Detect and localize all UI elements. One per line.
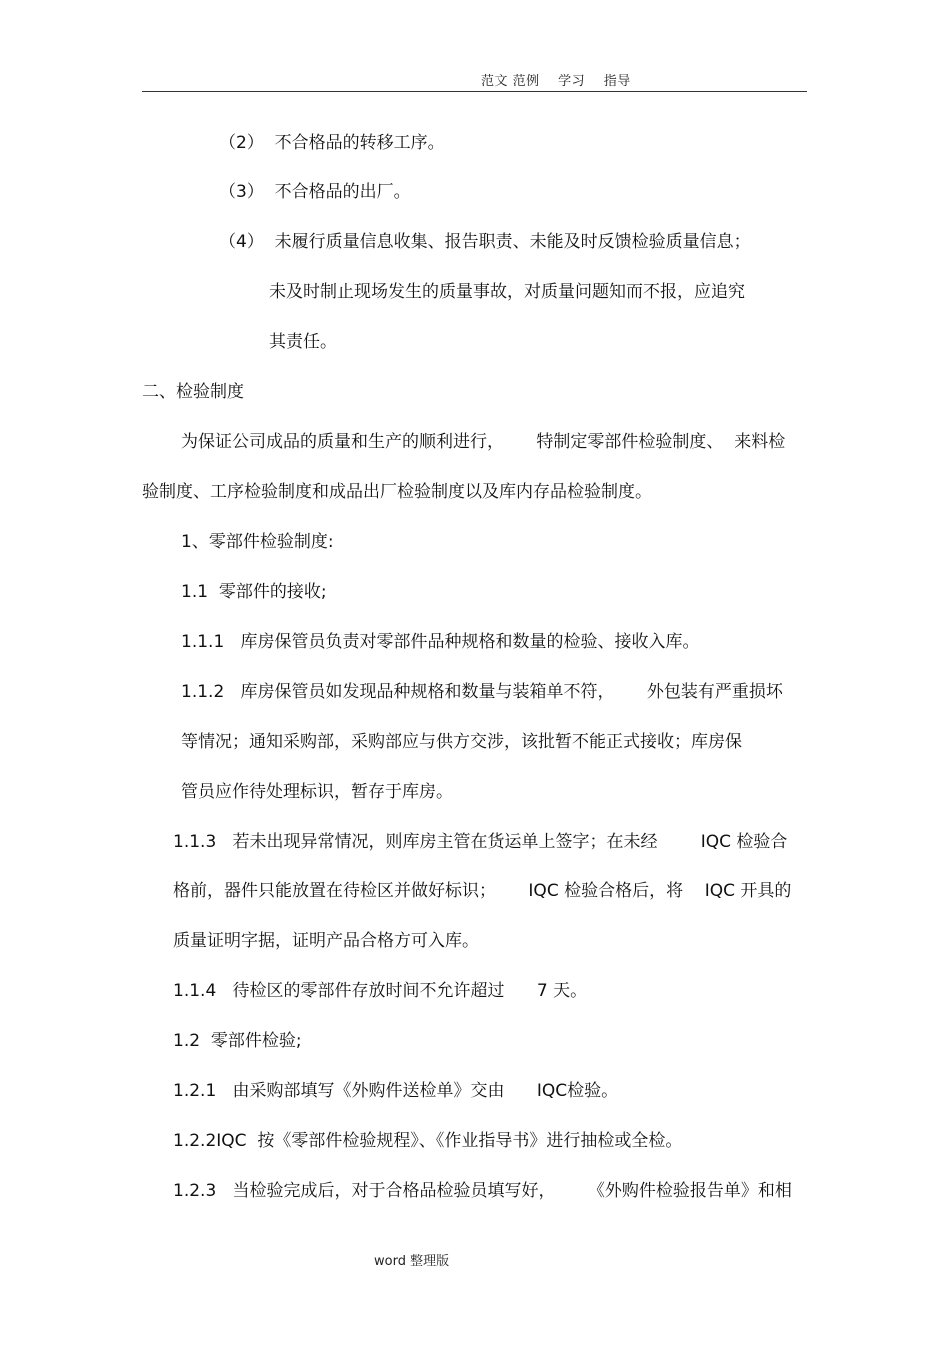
text-line: （3） 不合格品的出厂。 — [219, 182, 411, 202]
text-line: 等情况；通知采购部，采购部应与供方交涉，该批暂不能正式接收；库房保 — [181, 732, 742, 752]
subsection-heading: 1、零部件检验制度: — [181, 532, 334, 552]
text-line: 1.2.1 由采购部填写《外购件送检单》交由 IQC检验。 — [173, 1081, 619, 1101]
text-line: 管员应作待处理标识，暂存于库房。 — [181, 782, 453, 802]
text-line: 其责任。 — [269, 332, 337, 352]
text-line: 1.1 零部件的接收; — [181, 582, 327, 602]
text-line: 1.1.1 库房保管员负责对零部件品种规格和数量的检验、接收入库。 — [181, 632, 700, 652]
text-line: （4） 未履行质量信息收集、报告职责、未能及时反馈检验质量信息； — [219, 232, 751, 252]
section-heading: 二、检验制度 — [142, 382, 244, 402]
header-text: 范文 范例 学习 指导 — [481, 74, 631, 89]
text-line: 格前，器件只能放置在待检区并做好标识； IQC 检验合格后，将 IQC 开具的 — [173, 881, 792, 901]
text-line: 验制度、工序检验制度和成品出厂检验制度以及库内存品检验制度。 — [142, 482, 652, 502]
text-line: 质量证明字据，证明产品合格方可入库。 — [173, 931, 479, 951]
text-line: （2） 不合格品的转移工序。 — [219, 133, 445, 153]
header-divider — [142, 91, 807, 92]
text-line: 1.2 零部件检验; — [173, 1031, 302, 1051]
text-line: 1.1.4 待检区的零部件存放时间不允许超过 7 天。 — [173, 981, 588, 1001]
text-line: 未及时制止现场发生的质量事故，对质量问题知而不报，应追究 — [269, 282, 745, 302]
text-line: 1.2.2IQC 按《零部件检验规程》、《作业指导书》进行抽检或全检。 — [173, 1131, 683, 1151]
text-line: 1.1.3 若未出现异常情况，则库房主管在货运单上签字；在未经 IQC 检验合 — [173, 832, 788, 852]
text-line: 1.2.3 当检验完成后，对于合格品检验员填写好， 《外购件检验报告单》和相 — [173, 1181, 792, 1201]
page-footer: word 整理版 — [374, 1254, 450, 1269]
page-header — [0, 70, 950, 92]
text-line: 1.1.2 库房保管员如发现品种规格和数量与装箱单不符， 外包装有严重损坏 — [181, 682, 783, 702]
text-line: 为保证公司成品的质量和生产的顺利进行， 特制定零部件检验制度、 来料检 — [181, 432, 786, 452]
